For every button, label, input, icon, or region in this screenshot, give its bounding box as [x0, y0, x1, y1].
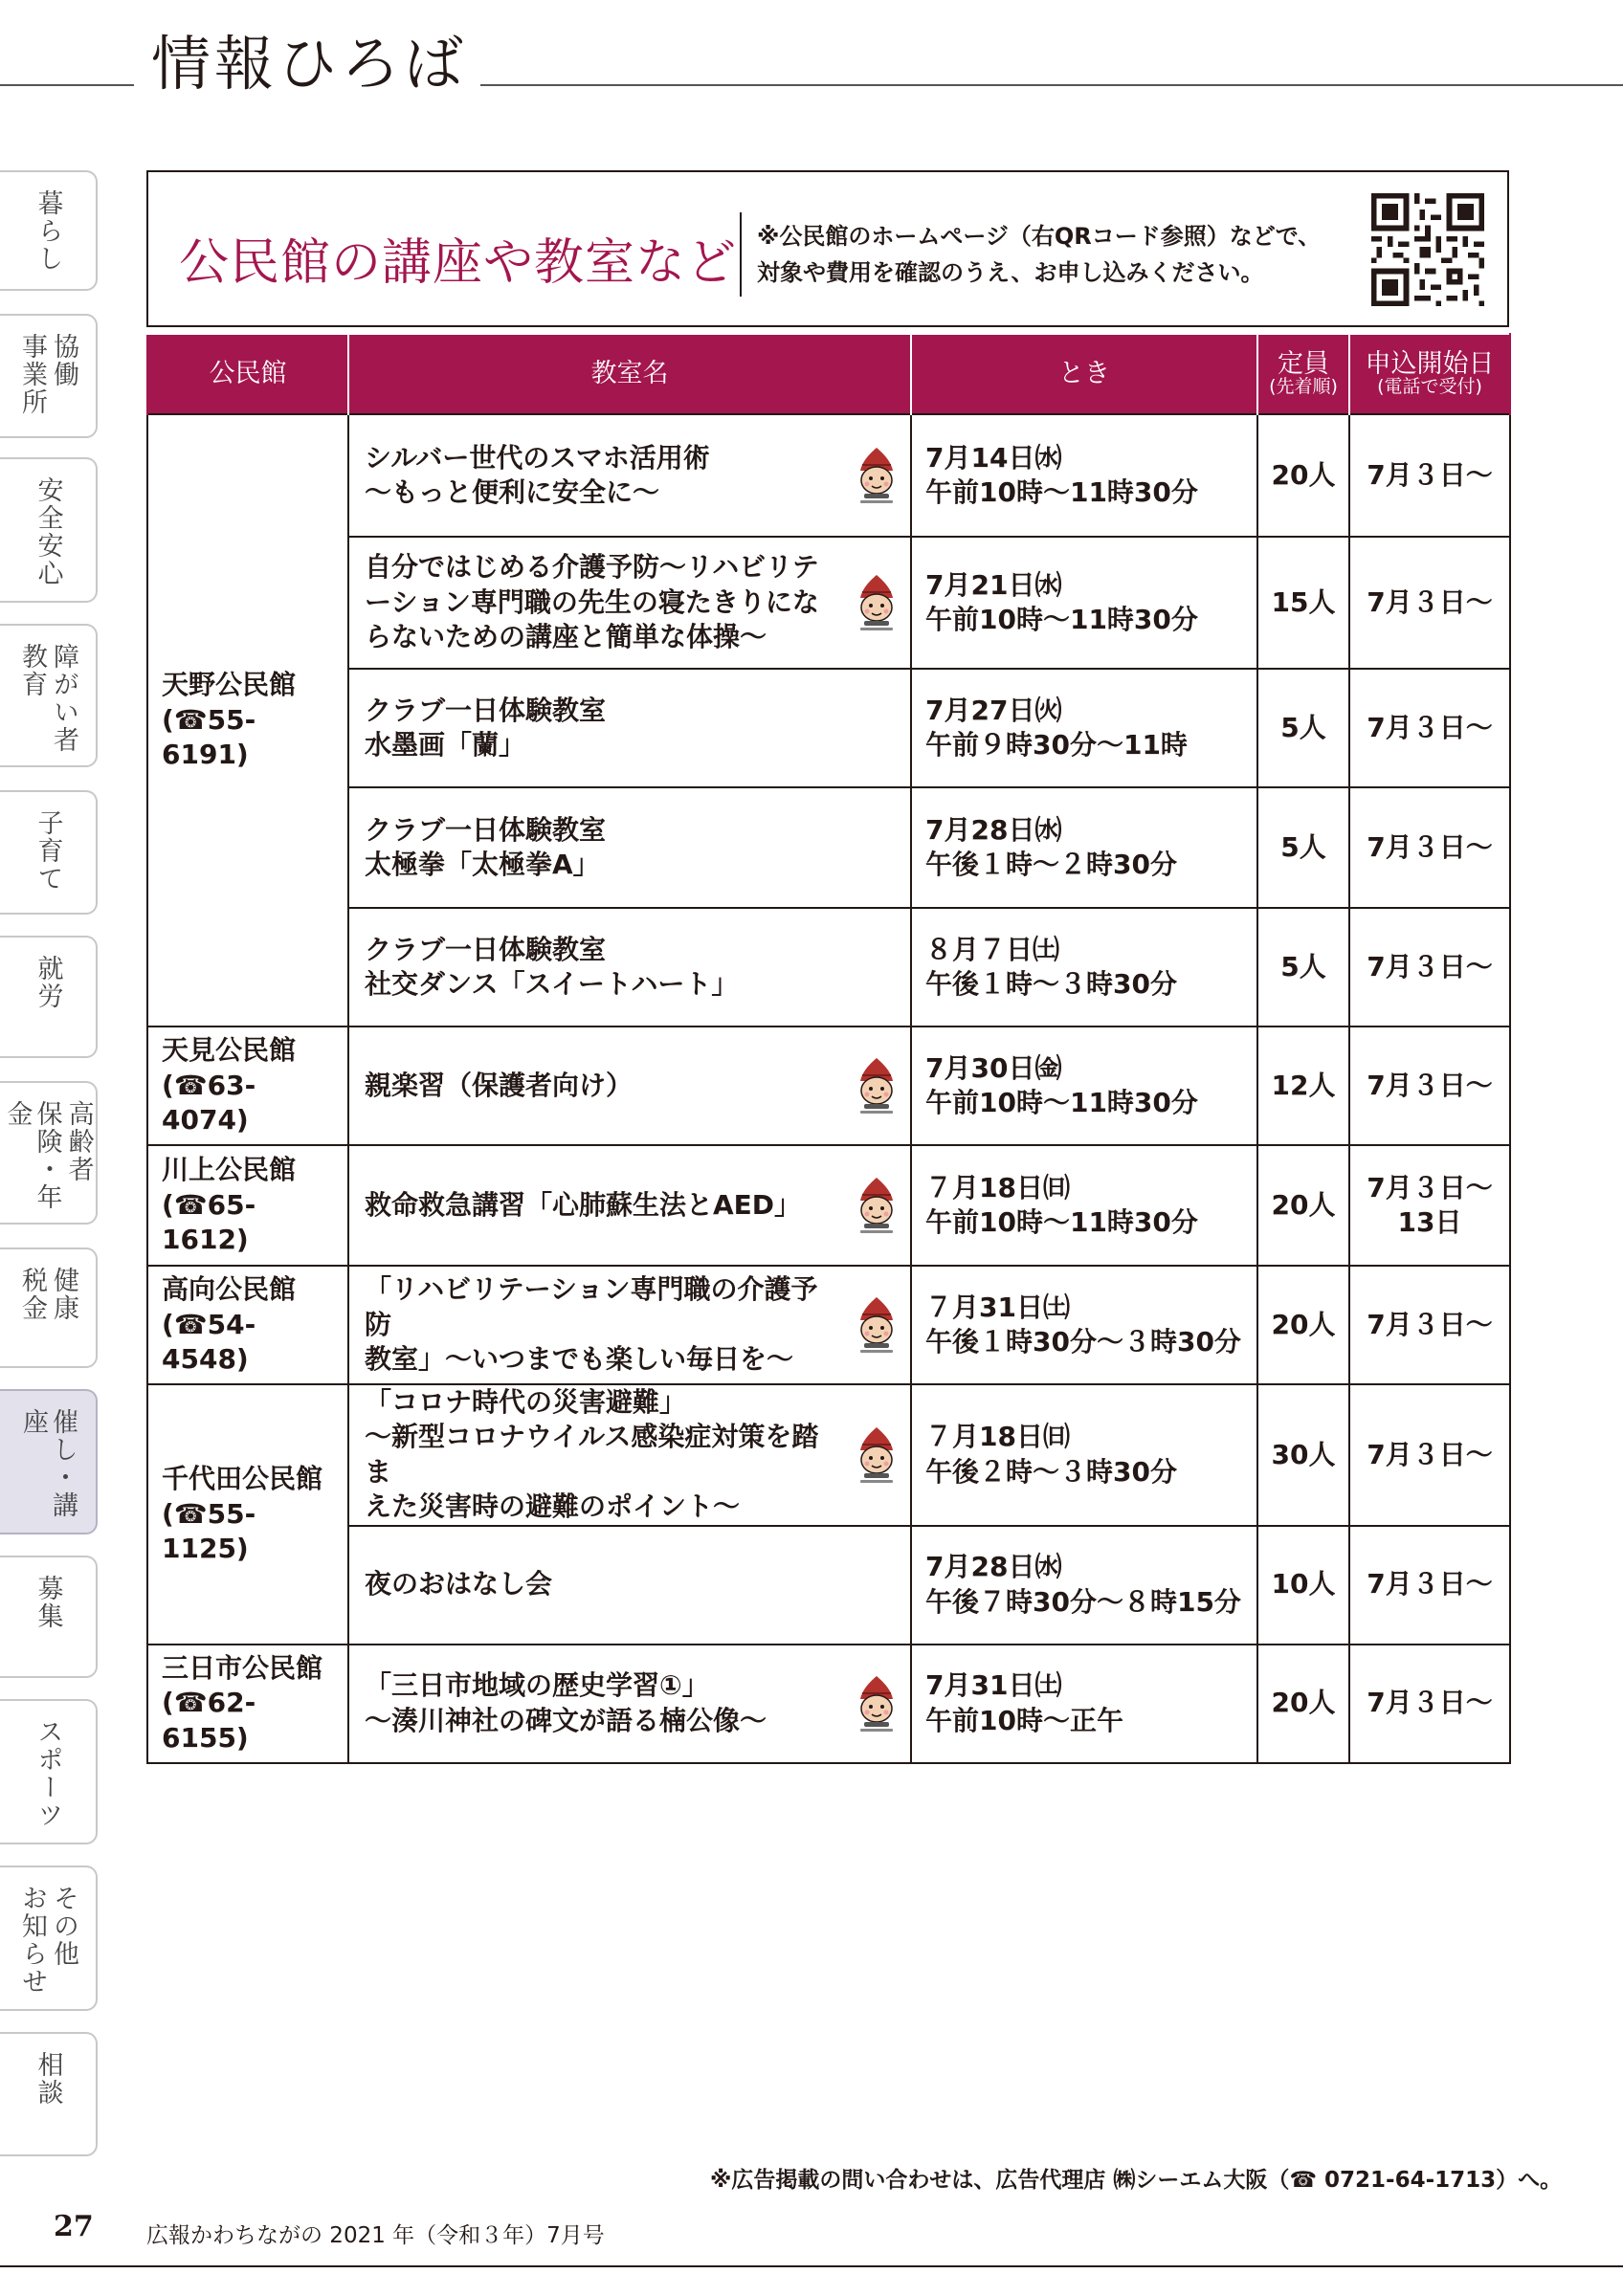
class-name-text	[365, 1188, 899, 1223]
class-name-line: 自分ではじめる介護予防～リハビリテ	[365, 551, 819, 584]
table-row	[147, 1145, 1510, 1266]
side-tab-sports[interactable]	[0, 1699, 98, 1844]
start-date-text: 7月３日～	[1367, 458, 1493, 491]
class-name-text	[365, 933, 899, 1003]
header-kominkan: 公民館	[147, 334, 348, 414]
class-name-line: らないための講座と簡単な体操～	[365, 621, 767, 653]
class-name-line: 教室」～いつまでも楽しい毎日を～	[365, 1343, 794, 1376]
class-name-line: クラブ一日体験教室	[365, 933, 607, 965]
class-name-cell	[348, 1266, 911, 1384]
start-date-text: 7月３日～	[1367, 1438, 1493, 1470]
date-text: 7月31日㈯	[925, 1669, 1062, 1702]
course-table	[146, 333, 1511, 1764]
table-row	[147, 908, 1510, 1027]
class-name-line: 太極拳「太極拳A」	[365, 849, 600, 880]
kominkan-cell	[147, 1145, 348, 1266]
start-date-text: 7月３日～	[1367, 1687, 1493, 1719]
header-start	[1349, 334, 1510, 414]
title-box	[146, 170, 1509, 327]
capacity-cell: 20人	[1257, 1145, 1349, 1266]
kominkan-name: 川上公民館	[162, 1154, 297, 1186]
capacity-cell: 20人	[1257, 1645, 1349, 1763]
kominkan-tel: (☎63-4074)	[162, 1069, 256, 1137]
kominkan-name: 高向公民館	[162, 1273, 297, 1306]
class-name-text	[365, 1668, 899, 1738]
side-tab-shogaisha[interactable]	[0, 624, 98, 767]
header-rule-right	[431, 84, 1623, 86]
class-name-cell	[348, 1145, 911, 1266]
side-tab-label: 税金	[17, 1267, 47, 1322]
kominkan-name: 三日市公民館	[162, 1651, 323, 1684]
publication-name: 広報かわちながの 2021 年（令和３年）7月号	[146, 2223, 605, 2248]
side-tab-label: 障がい者	[49, 643, 79, 754]
date-text: ７月18日㈰	[925, 1421, 1070, 1453]
side-tab-kurashi[interactable]	[0, 170, 98, 291]
kominkan-name: 天野公民館	[162, 669, 297, 701]
capacity-cell: 5人	[1257, 787, 1349, 908]
class-name-line: 「コロナ時代の災害避難」	[365, 1386, 687, 1418]
title-note-line: 対象や費用を確認のうえ、お申し込みください。	[757, 259, 1264, 286]
side-tab-label: 子育て	[33, 809, 63, 893]
class-name-line: ～もっと便利に安全に～	[365, 476, 660, 508]
ad-note: ※広告掲載の問い合わせは、広告代理店 ㈱シーエム大阪（☎ 0721-64-1713）へ。	[710, 2168, 1563, 2193]
time-cell	[911, 537, 1257, 669]
table-row	[147, 1384, 1510, 1526]
kominkan-cell	[147, 1645, 348, 1763]
start-date-text: 7月３日～	[1367, 1171, 1493, 1203]
class-name-cell	[348, 537, 911, 669]
mascot-icon	[853, 1056, 900, 1115]
side-tab-label: 高齢者	[63, 1100, 94, 1183]
class-name-cell	[348, 1526, 911, 1645]
capacity-cell: 20人	[1257, 414, 1349, 537]
side-tab-label: スポーツ	[33, 1718, 63, 1829]
start-date-text: 7月３日～	[1367, 1568, 1493, 1601]
mascot-icon	[853, 1176, 900, 1235]
side-tab-kosodate[interactable]	[0, 790, 98, 915]
date-text: ７月31日㈯	[925, 1291, 1070, 1323]
capacity-cell: 20人	[1257, 1266, 1349, 1384]
date-text: 7月14日㈬	[925, 441, 1062, 474]
time-text: 午後７時30分～８時15分	[925, 1585, 1241, 1618]
mascot-icon	[853, 1425, 900, 1485]
side-tab-label: 暮らし	[33, 189, 63, 273]
time-cell	[911, 1384, 1257, 1526]
kominkan-tel: (☎54-4548)	[162, 1308, 256, 1376]
class-name-line: 「リハビリテーション専門職の介護予防	[365, 1273, 818, 1340]
title-divider	[740, 212, 742, 297]
side-tab-label: 教育	[17, 643, 47, 698]
time-text: 午前10時～11時30分	[925, 604, 1198, 635]
class-name-cell	[348, 908, 911, 1027]
side-tab-label: 催し・講座	[18, 1408, 78, 1519]
class-name-cell	[348, 669, 911, 787]
time-text: 午後１時～３時30分	[925, 968, 1177, 1000]
start-date-cell	[1349, 1645, 1510, 1763]
date-text: 7月21日㈬	[925, 568, 1062, 601]
class-name-line: 救命救急講習「心肺蘇生法とAED」	[365, 1188, 802, 1221]
mascot-icon	[853, 1674, 900, 1733]
date-text: ７月18日㈰	[925, 1171, 1070, 1203]
capacity-cell: 5人	[1257, 669, 1349, 787]
time-text: 午前10時～11時30分	[925, 1206, 1198, 1238]
kominkan-cell	[147, 1027, 348, 1145]
header-capacity	[1257, 334, 1349, 414]
kominkan-cell	[147, 1384, 348, 1645]
class-name-line: ーション専門職の先生の寝たきりにな	[365, 585, 819, 618]
side-tab-label: 相談	[33, 2051, 63, 2107]
mascot-icon	[853, 573, 900, 632]
table-row	[147, 1027, 1510, 1145]
header-capacity-label: 定員	[1278, 348, 1329, 379]
class-name-cell	[348, 414, 911, 537]
page-number: 27	[54, 2210, 94, 2243]
capacity-cell: 5人	[1257, 908, 1349, 1027]
time-cell	[911, 1526, 1257, 1645]
time-cell	[911, 1645, 1257, 1763]
time-text: 午前10時～11時30分	[925, 476, 1198, 508]
kominkan-tel: (☎65-1612)	[162, 1188, 256, 1256]
class-name-text	[365, 1567, 899, 1601]
side-tab-label: お知らせ	[17, 1885, 47, 1996]
header-start-sub: (電話で受付)	[1377, 376, 1482, 398]
time-text: 午後１時30分～３時30分	[925, 1326, 1241, 1358]
date-text: 7月27日㈫	[925, 694, 1062, 726]
class-name-line: 「三日市地域の歴史学習①」	[365, 1669, 709, 1702]
table-row	[147, 1526, 1510, 1645]
kominkan-tel: (☎62-6155)	[162, 1687, 256, 1754]
capacity-cell: 12人	[1257, 1027, 1349, 1145]
start-date-cell	[1349, 537, 1510, 669]
start-date-text: 13日	[1397, 1206, 1462, 1238]
class-name-line: えた災害時の避難のポイント～	[365, 1490, 741, 1523]
class-name-cell	[348, 787, 911, 908]
date-text: 7月30日㈮	[925, 1051, 1062, 1084]
class-name-line: 社交ダンス「スイートハート」	[365, 968, 739, 1000]
time-text: 午前10時～正午	[925, 1704, 1123, 1736]
time-cell	[911, 1027, 1257, 1145]
side-tab-anzen[interactable]	[0, 457, 98, 603]
capacity-cell: 30人	[1257, 1384, 1349, 1526]
side-tab-label: 健康	[49, 1267, 79, 1322]
kominkan-name: 千代田公民館	[162, 1463, 323, 1495]
time-cell	[911, 1145, 1257, 1266]
side-tab-label: 募集	[33, 1575, 63, 1630]
capacity-cell: 10人	[1257, 1526, 1349, 1645]
class-name-line: シルバー世代のスマホ活用術	[365, 441, 710, 474]
side-tab-label: 協働	[49, 333, 79, 388]
table-row	[147, 414, 1510, 537]
start-date-cell	[1349, 1027, 1510, 1145]
start-date-text: 7月３日～	[1367, 585, 1493, 618]
kominkan-tel: (☎55-1125)	[162, 1497, 256, 1564]
table-header-row	[147, 334, 1510, 414]
capacity-cell: 15人	[1257, 537, 1349, 669]
side-tab-boshu[interactable]	[0, 1556, 98, 1678]
class-name-line: 夜のおはなし会	[365, 1568, 553, 1601]
header-time: とき	[911, 334, 1257, 414]
date-text: 7月28日㈬	[925, 813, 1062, 846]
time-text: 午前10時～11時30分	[925, 1087, 1198, 1118]
kominkan-cell	[147, 1266, 348, 1384]
class-name-text	[365, 694, 899, 763]
side-tab-kyodo[interactable]	[0, 314, 98, 438]
start-date-text: 7月３日～	[1367, 1308, 1493, 1340]
start-date-text: 7月３日～	[1367, 830, 1493, 863]
mascot-icon	[853, 446, 900, 505]
side-tab-label: 就労	[33, 955, 63, 1010]
start-date-cell	[1349, 1526, 1510, 1645]
side-tab-sodan[interactable]	[0, 2032, 98, 2156]
class-name-cell	[348, 1384, 911, 1526]
class-name-line: クラブ一日体験教室	[365, 694, 607, 726]
time-text: 午後２時～３時30分	[925, 1455, 1177, 1488]
table-row	[147, 537, 1510, 669]
time-cell	[911, 669, 1257, 787]
class-name-line: 水墨画「蘭」	[365, 729, 526, 761]
class-name-cell	[348, 1027, 911, 1145]
time-cell	[911, 908, 1257, 1027]
bottom-rule	[0, 2265, 1623, 2267]
side-tab-label: 安全安心	[33, 476, 63, 587]
class-name-text	[365, 550, 899, 654]
side-tab-koreisha[interactable]	[0, 1081, 98, 1225]
side-tab-label: 事業所	[17, 333, 47, 416]
start-date-cell	[1349, 1145, 1510, 1266]
date-text: ８月７日㈯	[925, 933, 1060, 965]
start-date-text: 7月３日～	[1367, 950, 1493, 982]
start-date-text: 7月３日～	[1367, 1069, 1493, 1101]
class-name-text	[365, 1385, 899, 1525]
class-name-text	[365, 1272, 899, 1377]
class-name-line: クラブ一日体験教室	[365, 813, 607, 846]
title-note	[757, 218, 1321, 291]
table-row	[147, 669, 1510, 787]
start-date-text: 7月３日～	[1367, 711, 1493, 743]
side-tab-shuro[interactable]	[0, 936, 98, 1058]
class-name-line: ～新型コロナウイルス感染症対策を踏ま	[365, 1421, 819, 1488]
time-cell	[911, 414, 1257, 537]
article-title: 公民館の講座や教室など	[179, 234, 738, 292]
class-name-line: 親楽習（保護者向け）	[365, 1069, 634, 1101]
kominkan-name: 天見公民館	[162, 1034, 297, 1067]
header-class-name: 教室名	[348, 334, 911, 414]
title-note-line: ※公民館のホームページ（右QRコード参照）などで、	[757, 223, 1322, 250]
start-date-cell	[1349, 414, 1510, 537]
class-name-line: ～湊川神社の碑文が語る楠公像～	[365, 1704, 767, 1736]
start-date-cell	[1349, 787, 1510, 908]
table-row	[147, 1645, 1510, 1763]
class-name-cell	[348, 1645, 911, 1763]
section-title: 情報ひろば	[144, 34, 480, 94]
start-date-cell	[1349, 1266, 1510, 1384]
table-row	[147, 1266, 1510, 1384]
side-tab-label: その他	[49, 1885, 79, 1968]
kominkan-tel: (☎55-6191)	[162, 703, 256, 771]
date-text: 7月28日㈬	[925, 1551, 1062, 1583]
time-text: 午前９時30分～11時	[925, 729, 1188, 761]
side-tab-label: 保険・年金	[2, 1100, 62, 1211]
time-cell	[911, 1266, 1257, 1384]
side-tab-moyooshi[interactable]	[0, 1389, 98, 1534]
start-date-cell	[1349, 1384, 1510, 1526]
kominkan-cell	[147, 414, 348, 1027]
time-cell	[911, 787, 1257, 908]
mascot-icon	[853, 1295, 900, 1355]
start-date-cell	[1349, 669, 1510, 787]
time-text: 午後１時～２時30分	[925, 849, 1177, 880]
class-name-text	[365, 441, 899, 511]
header-start-label: 申込開始日	[1365, 348, 1495, 379]
header-capacity-sub: (先着順)	[1269, 376, 1338, 398]
table-row	[147, 787, 1510, 908]
side-tab-sonota[interactable]	[0, 1866, 98, 2011]
class-name-text	[365, 813, 899, 883]
class-name-text	[365, 1069, 899, 1103]
side-tab-kenko[interactable]	[0, 1247, 98, 1368]
start-date-cell	[1349, 908, 1510, 1027]
header-rule-left	[0, 84, 134, 86]
qr-code-icon[interactable]	[1371, 193, 1484, 306]
